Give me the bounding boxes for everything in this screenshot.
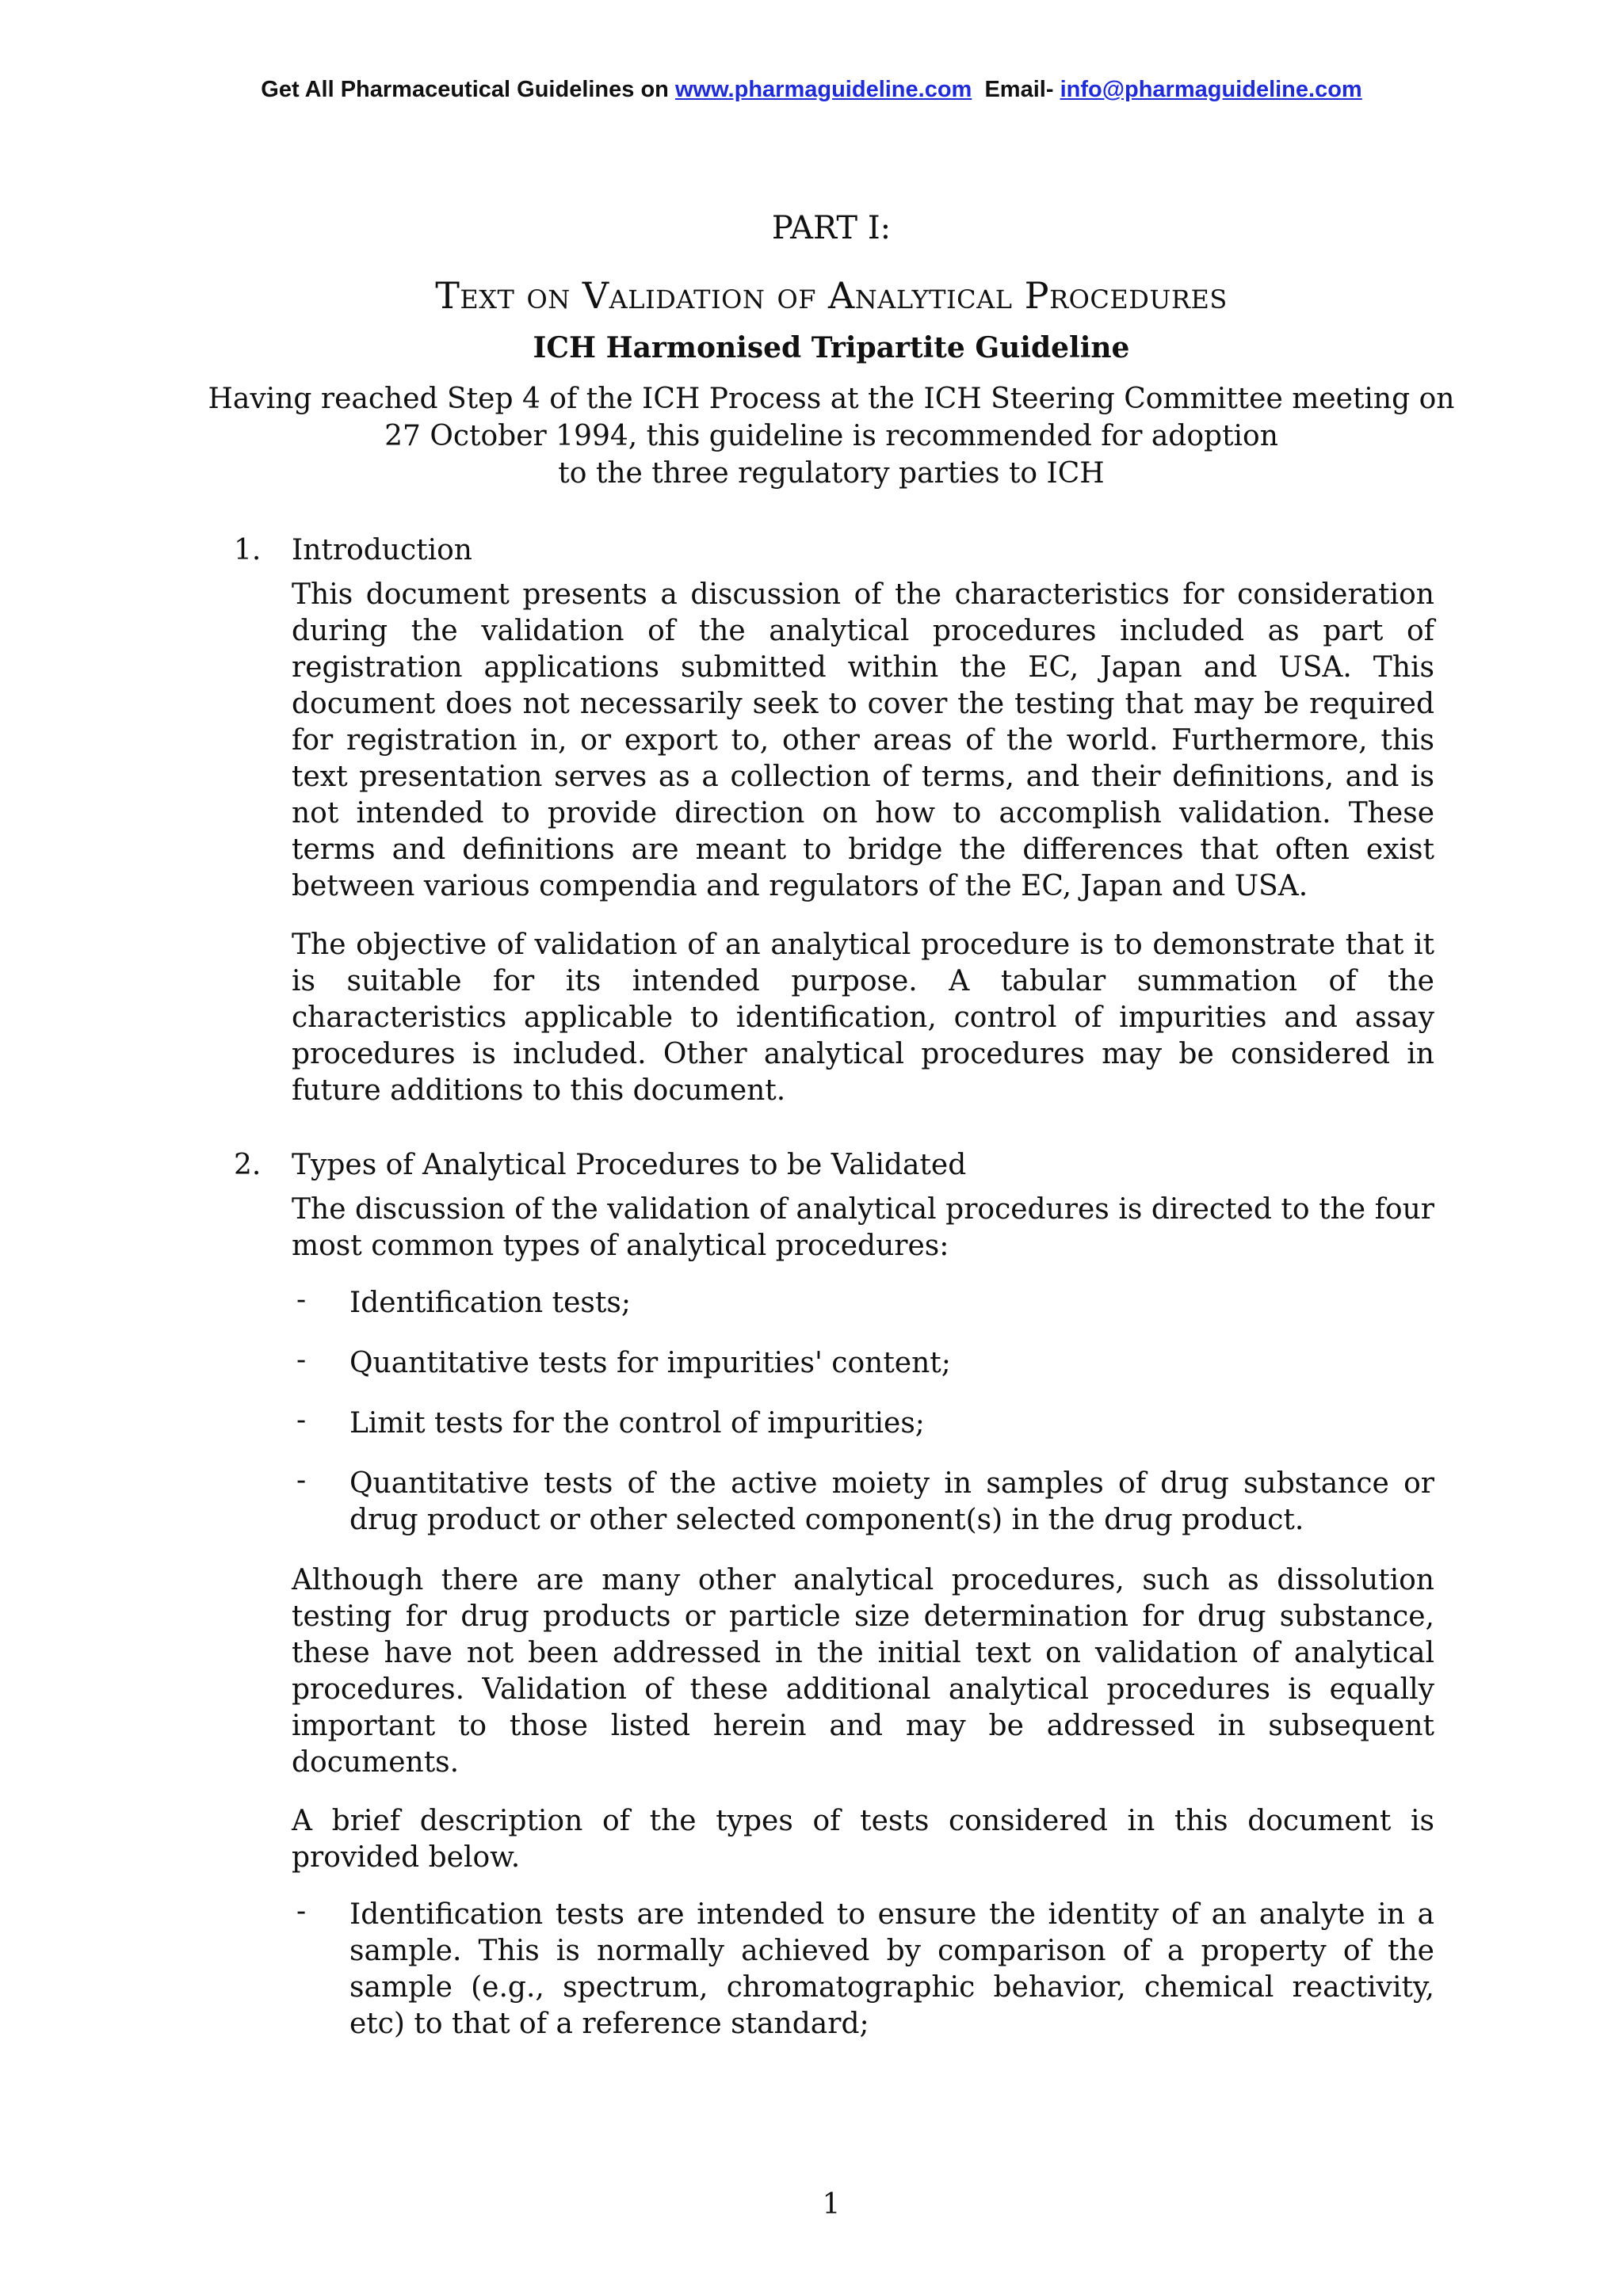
procedure-types-list bbox=[292, 1285, 1434, 1539]
email-link[interactable]: info@pharmaguideline.com bbox=[1060, 77, 1362, 102]
section-title: Types of Analytical Procedures to be Validated bbox=[292, 1149, 967, 1181]
paragraph: The objective of validation of an analytical procedure is to demonstrate that it is suitable for its intended purpose. A tabular summation of the characteristics applicable to identification, control of impurities and assay procedures is included. Other analytical procedures may be considered in future additions to this document. bbox=[292, 929, 1434, 1107]
paragraph: The discussion of the validation of analytical procedures is directed to the four most common types of analytical procedures: bbox=[292, 1193, 1434, 1262]
section-title: Introduction bbox=[292, 534, 472, 566]
list-item: - Quantitative tests for impurities' content; bbox=[296, 1344, 951, 1379]
adoption-note bbox=[158, 380, 1504, 492]
adoption-note-line: Having reached Step 4 of the ICH Process at the ICH Steering Committee meeting on bbox=[208, 383, 1455, 415]
part-heading: PART I: bbox=[771, 210, 892, 246]
paragraph: A brief description of the types of tests considered in this document is provided below. bbox=[292, 1805, 1434, 1874]
adoption-note-line: to the three regulatory parties to ICH bbox=[558, 457, 1105, 490]
section-heading-introduction bbox=[234, 532, 1434, 569]
dash-bullet: - bbox=[296, 1404, 307, 1436]
document-subtitle: ICH Harmonised Tripartite Guideline bbox=[533, 331, 1130, 364]
document-title: Text on Validation of Analytical Procedures bbox=[435, 274, 1228, 317]
banner-prefix: Get All Pharmaceutical Guidelines on bbox=[261, 77, 675, 102]
site-link[interactable]: www.pharmaguideline.com bbox=[674, 77, 972, 102]
test-description-list bbox=[292, 1897, 1434, 2042]
section-number: 1. bbox=[234, 534, 262, 566]
list-item: - Identification tests are intended to ensure the identity of an analyte in a sample. This is normally achieved by comparison of a property of the sample (e.g., spectrum, chromatographic behavior, chemical reactivity, etc) to that of a reference standard; bbox=[296, 1895, 1434, 2040]
list-item: - Identification tests; bbox=[296, 1283, 631, 1319]
adoption-note-line: 27 October 1994, this guideline is recommended for adoption bbox=[384, 420, 1278, 452]
list-item: - Limit tests for the control of impurities; bbox=[296, 1404, 925, 1440]
dash-bullet: - bbox=[296, 1283, 307, 1316]
paragraph: Although there are many other analytical procedures, such as dissolution testing for drug products or particle size determination for drug substance, these have not been addressed in the initial text on validation of analytical procedures. Validation of these additional analytical procedures is equally important to those listed herein and may be addressed in subsequent documents. bbox=[292, 1564, 1434, 1779]
section-heading-types bbox=[234, 1147, 1434, 1184]
page-number: 1 bbox=[822, 2188, 841, 2221]
email-label: Email- bbox=[984, 77, 1054, 102]
dash-bullet: - bbox=[296, 1344, 307, 1376]
section-number: 2. bbox=[234, 1149, 262, 1181]
site-banner bbox=[0, 77, 1623, 103]
dash-bullet: - bbox=[296, 1895, 307, 1928]
dash-bullet: - bbox=[296, 1464, 307, 1497]
list-item: - Quantitative tests of the active moiety in samples of drug substance or drug product or other selected component(s) in the drug product. bbox=[296, 1464, 1434, 1536]
document-body bbox=[234, 532, 1434, 2066]
paragraph: This document presents a discussion of the characteristics for consideration during the validation of the analytical procedures included as part of registration applications submitted within the EC, Japan and USA. This document does not necessarily seek to cover the testing that may be required for registration in, or export to, other areas of the world. Furthermore, this text presentation serves as a collection of terms, and their definitions, and is not intended to provide direction on how to accomplish validation. These terms and definitions are meant to bridge the differences that often exist between various compendia and regulators of the EC, Japan and USA. bbox=[292, 578, 1434, 902]
